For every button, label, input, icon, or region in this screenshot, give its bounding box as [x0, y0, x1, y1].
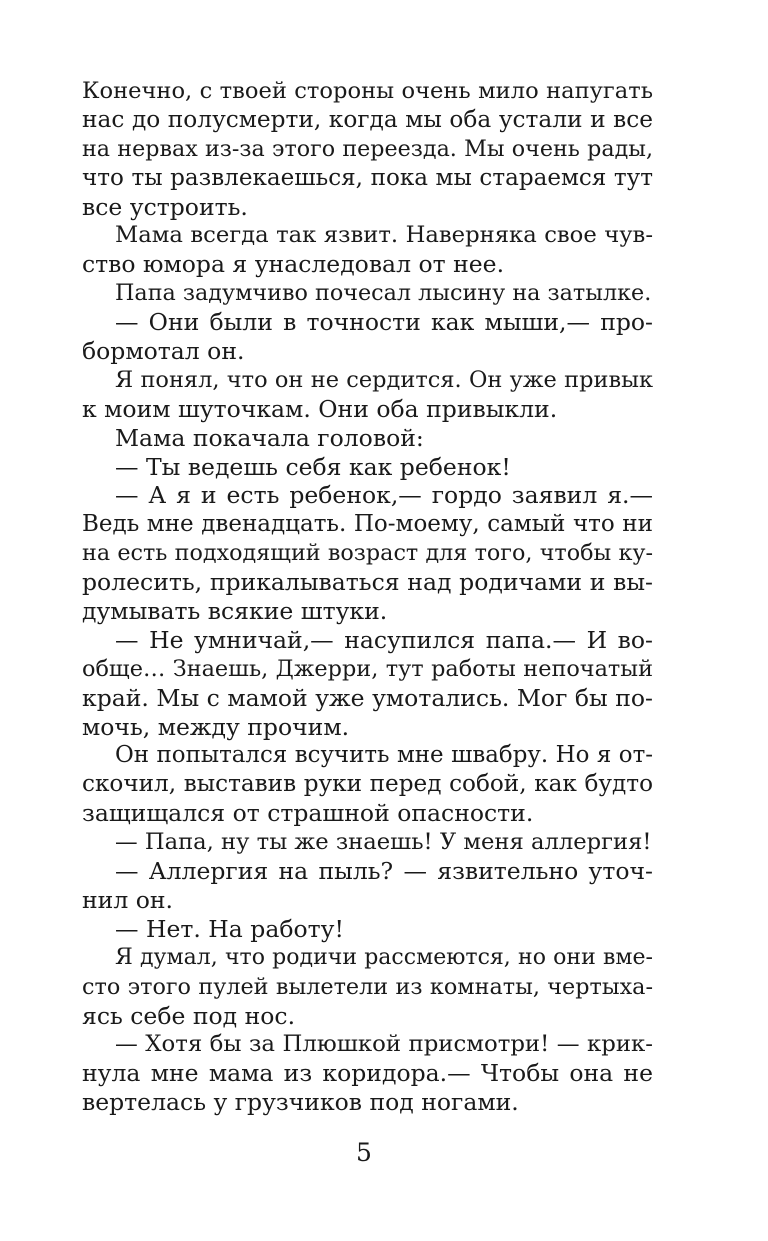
- text-line: к моим шуточкам. Они оба привыкли.: [82, 394, 558, 423]
- text-line: Папа задумчиво почесал лысину на затылке.: [115, 280, 652, 307]
- text-line: Мама всегда так язвит. Наверняка свое чув-: [115, 222, 653, 249]
- text-line: ясь себе под нос.: [82, 1001, 296, 1030]
- text-line: вертелась у грузчиков под ногами.: [82, 1088, 519, 1117]
- text-line: все устроить.: [82, 192, 248, 221]
- text-line: ролесить, прикалываться над родичами и вы-: [82, 568, 653, 597]
- body-text: [82, 77, 653, 1117]
- text-line: Конечно, с твоей стороны очень мило напугать: [82, 78, 653, 104]
- text-line: — Ты ведешь себя как ребенок!: [115, 452, 511, 481]
- text-line: нил он.: [82, 885, 174, 914]
- text-line: нула мне мама из коридора.— Чтобы она не: [82, 1059, 653, 1088]
- text-line: Ведь мне двенадцать. По-моему, самый что ни: [82, 511, 653, 538]
- text-line: обще… Знаешь, Джерри, тут работы непочатый: [82, 655, 653, 682]
- text-line: на есть подходящий возраст для того, чтобы ку-: [82, 540, 653, 567]
- text-line: — Папа, ну ты же знаешь! У меня аллергия!: [115, 829, 652, 856]
- text-line: бормотал он.: [82, 337, 245, 366]
- text-line: что ты развлекаешься, пока мы стараемся тут: [82, 164, 653, 191]
- text-line: думывать всякие штуки.: [82, 597, 388, 626]
- text-line: Он попытался всучить мне швабру. Но я от-: [115, 742, 653, 769]
- text-line: — А я и есть ребенок,— гордо заявил я.—: [115, 481, 653, 510]
- text-line: ство юмора я унаследовал от нее.: [82, 250, 505, 279]
- text-line: — Хотя бы за Плюшкой присмотри! — крик-: [115, 1031, 653, 1058]
- page-number: 5: [356, 1138, 372, 1167]
- text-line: край. Мы с мамой уже умотались. Мог бы по-: [82, 683, 653, 712]
- text-line: — Не умничай,— насупился папа.— И во-: [115, 625, 653, 654]
- text-line: Я думал, что родичи рассмеются, но они вме-: [115, 944, 653, 970]
- text-line: защищался от страшной опасности.: [82, 799, 534, 828]
- text-line: Мама покачала головой:: [115, 423, 424, 452]
- text-line: — Нет. На работу!: [115, 914, 344, 943]
- text-line: нас до полусмерти, когда мы оба устали и все: [82, 105, 653, 133]
- text-line: скочил, выставив руки перед собой, как будто: [82, 771, 653, 798]
- text-line: — Аллергия на пыль? — язвительно уточ-: [115, 857, 653, 886]
- text-line: мочь, между прочим.: [82, 712, 350, 741]
- text-line: Я понял, что он не сердится. Он уже привык: [115, 366, 653, 393]
- text-line: — Они были в точности как мыши,— про-: [115, 308, 653, 337]
- text-line: сто этого пулей вылетели из комнаты, чертыха-: [82, 973, 653, 1000]
- text-line: на нервах из-за этого переезда. Мы очень рады,: [82, 135, 653, 162]
